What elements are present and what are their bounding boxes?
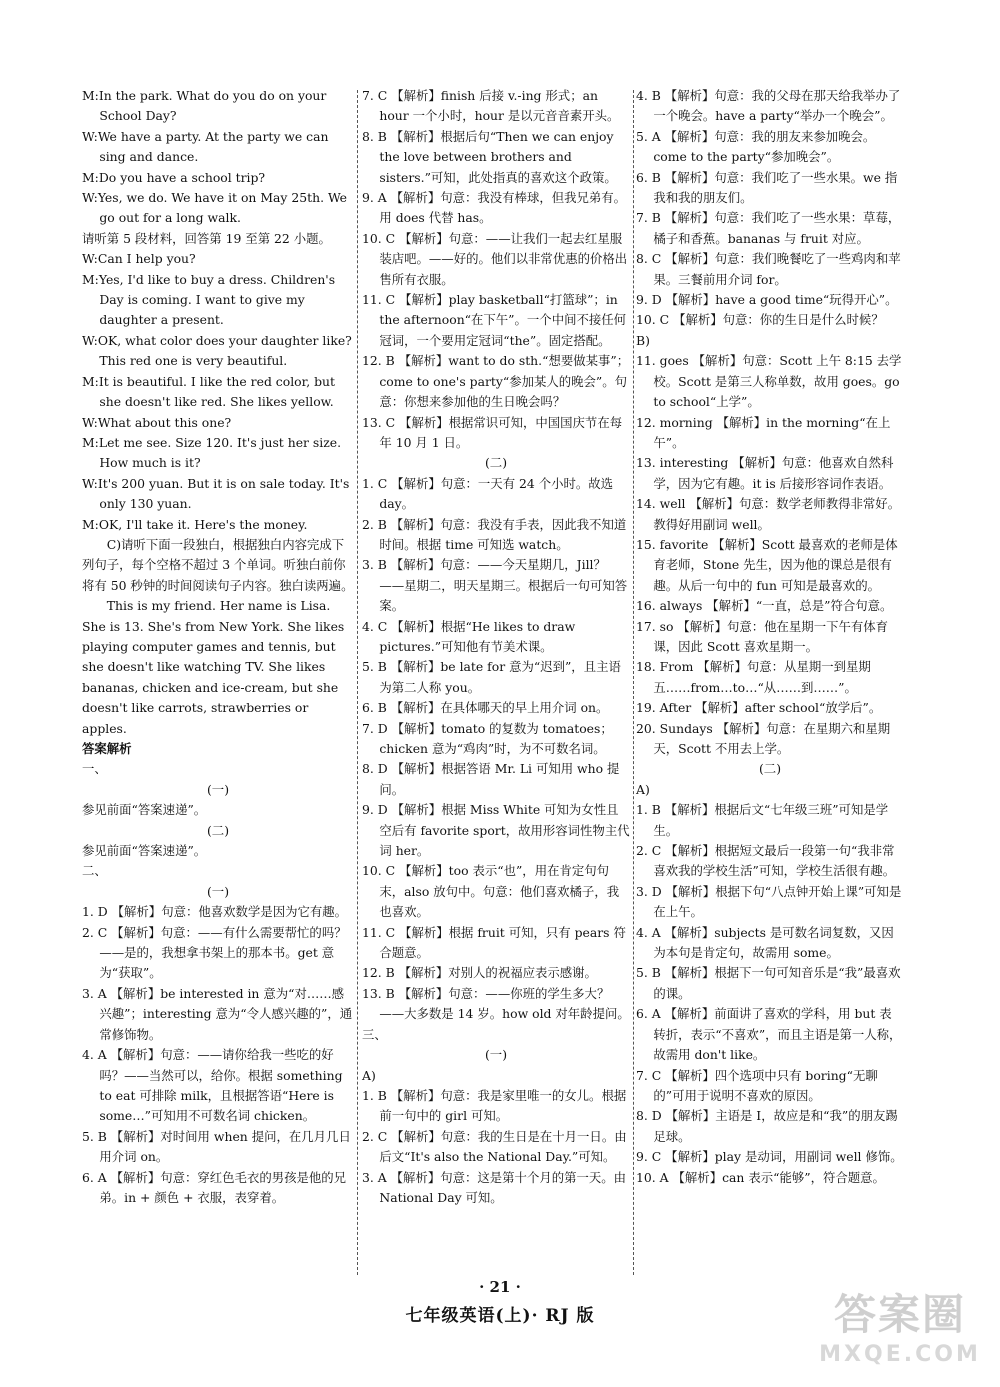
answer-line: 11. C 【解析】根据 fruit 可知，只有 pears 符合题意。	[362, 924, 626, 961]
answer-line: W:It's 200 yuan. But it is on sale today. It's only 130 yuan.	[82, 475, 350, 512]
answer-line: 12. B 【解析】want to do sth.“想要做某事”；come to one's party“参加某人的晚会”。句意：你想来参加他的生日晚会吗？	[362, 353, 630, 410]
answer-line: A)	[362, 1067, 376, 1083]
answer-line: 4. A 【解析】subjects 是可数名词复数，又因为本句是肯定句，故需用 some。	[636, 924, 894, 961]
answer-line: 10. A 【解析】can 表示“能够”，符合题意。	[636, 1169, 885, 1185]
answer-line: (一)	[206, 781, 230, 797]
answer-line: 2. C 【解析】句意：我的生日是在十月一日。由后文“It's also the National Day.”可知。	[362, 1128, 627, 1165]
answer-line: 8. D 【解析】主语是 I，故应是和“我”的朋友踢足球。	[636, 1108, 898, 1144]
answer-line: 4. C 【解析】根据“He likes to draw pictures.”可知他有节美术课。	[362, 618, 576, 654]
answer-line: 10. C 【解析】too 表示“也”，用在肯定句句末，also 放句中。句意：他们喜欢橘子，我也喜欢。	[362, 863, 620, 920]
answer-line: 1. B 【解析】根据后文“七年级三班”可知是学生。	[636, 802, 889, 838]
answer-line: 2. B 【解析】句意：我没有手表，因此我不知道时间。根据 time 可知选 watch。	[362, 516, 627, 552]
answer-line: 5. B 【解析】对时间用 when 提问，在几月几日用介词 on。	[82, 1128, 351, 1165]
page-number: · 21 ·	[479, 1278, 521, 1296]
watermark-logo-text: 答案圈	[833, 1290, 966, 1339]
answer-line: 8. B 【解析】根据后句“Then we can enjoy the love between brothers and sisters.”可知，此处指真的喜欢这个政策。	[362, 128, 617, 185]
answer-line: 4. A 【解析】句意：——请你给我一些吃的好吗？——当然可以，给你。根据 something to eat 可排除 milk，且根据答语“Here is some…”可知用不可数名词 chicken。	[82, 1047, 343, 1124]
answer-line: 2. C 【解析】句意：——有什么需要帮忙的吗？——是的，我想拿书架上的那本书。get 意为“获取”。	[82, 924, 347, 981]
answer-line: 三、	[362, 1026, 387, 1042]
answer-line: 12. morning 【解析】in the morning“在上午”。	[636, 414, 891, 450]
answer-line: 10. C 【解析】句意：你的生日是什么时候？	[636, 312, 884, 328]
answer-line: W:OK, what color does your daughter like? This red one is very beautiful.	[82, 332, 352, 369]
answer-line: 6. B 【解析】在具体哪天的早上用介词 on。	[362, 700, 609, 716]
answer-line: M:Do you have a school trip?	[82, 169, 266, 185]
answer-line: 参见前面“答案速递”。	[82, 802, 207, 818]
answer-line: 2. C 【解析】根据短文最后一段第一句“我非常喜欢我的学校生活”可知，学校生活很有趣。	[636, 843, 896, 879]
answer-line: 答案解析	[82, 741, 132, 756]
watermark-logo	[810, 1290, 990, 1375]
answer-line: 9. D 【解析】根据 Miss White 可知为女性且空后有 favorite sport，故用形容词性物主代词 her。	[362, 802, 630, 859]
answer-line: 3. A 【解析】句意：这是第十个月的第一天。由 National Day 可知。	[362, 1169, 627, 1205]
answer-line: 8. D 【解析】根据答语 Mr. Li 可知用 who 提问。	[362, 761, 620, 797]
answer-line: 5. B 【解析】根据下一句可知音乐是“我”最喜欢的课。	[636, 965, 901, 1001]
answer-line: 5. A 【解析】句意：我的朋友来参加晚会。come to the party“参加晚会”。	[636, 128, 876, 165]
answer-line: 二、	[82, 863, 107, 879]
answer-line: M:In the park. What do you do on your School Day?	[82, 88, 327, 124]
text-column-right	[636, 86, 904, 1188]
answer-line: 12. B 【解析】对别人的祝福应表示感谢。	[362, 965, 597, 981]
answer-line: 7. C 【解析】四个选项中只有 boring“无聊的”可用于说明不喜欢的原因。	[636, 1067, 878, 1103]
answer-line: (二)	[484, 455, 508, 471]
answer-line: (二)	[206, 822, 230, 838]
answer-line: M:It is beautiful. I like the red color, but she doesn't like red. She likes yellow.	[82, 373, 335, 410]
answer-line: 7. D 【解析】tomato 的复数为 tomatoes；chicken 意为“鸡肉”时，为不可数名词。	[362, 720, 613, 756]
answer-line: 11. goes 【解析】句意：Scott 上午 8:15 去学校。Scott 是第三人称单数，故用 goes。go to school“上学”。	[636, 353, 902, 410]
answer-line: 6. A 【解析】句意：穿红色毛衣的男孩是他的兄弟。in + 颜色 + 衣服，表穿着。	[82, 1169, 347, 1205]
answer-line: (一)	[484, 1047, 508, 1063]
answer-line: 6. A 【解析】前面讲了喜欢的学科，用 but 表转折，表示“不喜欢”，而且主语是第一人称，故需用 don't like。	[636, 1006, 902, 1063]
answer-line: 9. C 【解析】play 是动词，用副词 well 修饰。	[636, 1149, 903, 1165]
answer-line: 15. favorite 【解析】Scott 最喜欢的老师是体育老师，Stone 先生，因为他的课总是很有趣。从后一句中的 fun 可知是最喜欢的。	[636, 536, 898, 593]
answer-line: 1. C 【解析】句意：一天有 24 个小时。故选 day。	[362, 475, 614, 512]
answer-line: 13. B 【解析】句意：——你班的学生多大？——大多数是 14 岁。how old 对年龄提问。	[362, 985, 630, 1022]
answer-line: 9. D 【解析】have a good time“玩得开心”。	[636, 292, 898, 308]
answer-line: C)请听下面一段独白，根据独白内容完成下列句子，每个空格不超过 3 个单词。听独白前你将有 50 秒钟的时间阅读句子内容。独白读两遍。	[82, 536, 354, 593]
answer-line: 16. always 【解析】“一直，总是”符合句意。	[636, 598, 893, 614]
answer-line: 13. interesting 【解析】句意：他喜欢自然科学，因为它有趣。it is 后接形容词作表语。	[636, 455, 894, 491]
answer-line: 1. B 【解析】句意：我是家里唯一的女儿。根据前一句中的 girl 可知。	[362, 1087, 627, 1124]
answer-line: 参见前面“答案速递”。	[82, 843, 207, 859]
book-title: 七年级英语(上)· RJ 版	[405, 1306, 595, 1326]
answer-line: (一)	[206, 883, 230, 899]
answer-line: 5. B 【解析】be late for 意为“迟到”，且主语为第二人称 you。	[362, 659, 621, 695]
answer-line: 一、	[82, 761, 107, 777]
answer-line: This is my friend. Her name is Lisa. She is 13. She's from New York. She likes playing computer games and tennis, but she doesn't like watching TV. She likes bananas, chicken and ice-cream, but she doesn't like carrots, strawberries or apples.	[82, 598, 345, 736]
answer-line: 3. B 【解析】句意：——今天星期几，Jill？——星期二，明天星期三。根据后一句可知答案。	[362, 557, 628, 614]
answer-line: 9. A 【解析】句意：我没有棒球，但我兄弟有。用 does 代替 has。	[362, 190, 627, 226]
answer-line: 7. C 【解析】finish 后接 v.-ing 形式；an hour 一个小时，hour 是以元音音素开头。	[362, 88, 620, 124]
answer-line: W:What about this one?	[82, 414, 232, 430]
answer-line: 6. B 【解析】句意：我们吃了一些水果。we 指我和我的朋友们。	[636, 169, 898, 206]
answer-line: 4. B 【解析】句意：我的父母在那天给我举办了一个晚会。have a party“举办一个晚会”。	[636, 88, 901, 124]
answer-line: M:Let me see. Size 120. It's just her size. How much is it?	[82, 434, 342, 471]
answer-line: 10. C 【解析】句意：——让我们一起去红星服装店吧。——好的。他们以非常优惠的价格出售所有衣服。	[362, 230, 628, 287]
answer-line: 13. C 【解析】根据常识可知，中国国庆节在每年 10 月 1 日。	[362, 414, 623, 450]
answer-line: 17. so 【解析】句意：他在星期一下午有体育课，因此 Scott 喜欢星期一。	[636, 618, 889, 654]
answer-line: 8. C 【解析】句意：我们晚餐吃了一些鸡肉和苹果。三餐前用介词 for。	[636, 251, 901, 287]
answer-line: 7. B 【解析】句意：我们吃了一些水果：草莓，橘子和香蕉。bananas 与 fruit 对应。	[636, 210, 901, 246]
answer-line: B)	[636, 332, 650, 348]
answer-line: 3. D 【解析】根据下句“八点钟开始上课”可知是在上午。	[636, 883, 902, 920]
text-column-middle	[362, 86, 630, 1208]
watermark-site-text: MXQE.COM	[819, 1342, 981, 1367]
answer-line: 11. C 【解析】play basketball“打篮球”；in the afternoon“在下午”。一个中间不接任何冠词，一个要用定冠词“the”。固定搭配。	[362, 292, 627, 348]
answer-line: 1. D 【解析】句意：他喜欢数学是因为它有趣。	[82, 904, 348, 920]
column-divider	[633, 90, 634, 1275]
answer-line: A)	[636, 781, 650, 797]
answer-line: W:Yes, we do. We have it on May 25th. We go out for a long walk.	[82, 190, 347, 226]
answer-line: W:Can I help you?	[82, 251, 196, 267]
answer-line: 20. Sundays 【解析】句意：在星期六和星期天，Scott 不用去上学。	[636, 720, 891, 756]
answer-line: (二)	[758, 761, 782, 777]
answer-line: 18. From 【解析】句意：从星期一到星期五……from…to…“从……到……”。	[636, 659, 871, 695]
answer-line: M:Yes, I'd like to buy a dress. Children's Day is coming. I want to give my daughter a present.	[82, 271, 336, 328]
text-column-left	[82, 86, 354, 1208]
answer-line: M:OK, I'll take it. Here's the money.	[82, 516, 308, 532]
answer-line: W:We have a party. At the party we can sing and dance.	[82, 128, 329, 165]
answer-line: 请听第 5 段材料，回答第 19 至第 22 小题。	[82, 230, 331, 246]
column-divider	[357, 90, 358, 1275]
answer-line: 14. well 【解析】句意：数学老师教得非常好。教得好用副词 well。	[636, 496, 901, 532]
answer-line: 19. After 【解析】after school“放学后”。	[636, 700, 882, 716]
answer-line: 3. A 【解析】be interested in 意为“对……感兴趣”；interesting 意为“令人感兴趣的”，通常修饰物。	[82, 985, 353, 1042]
